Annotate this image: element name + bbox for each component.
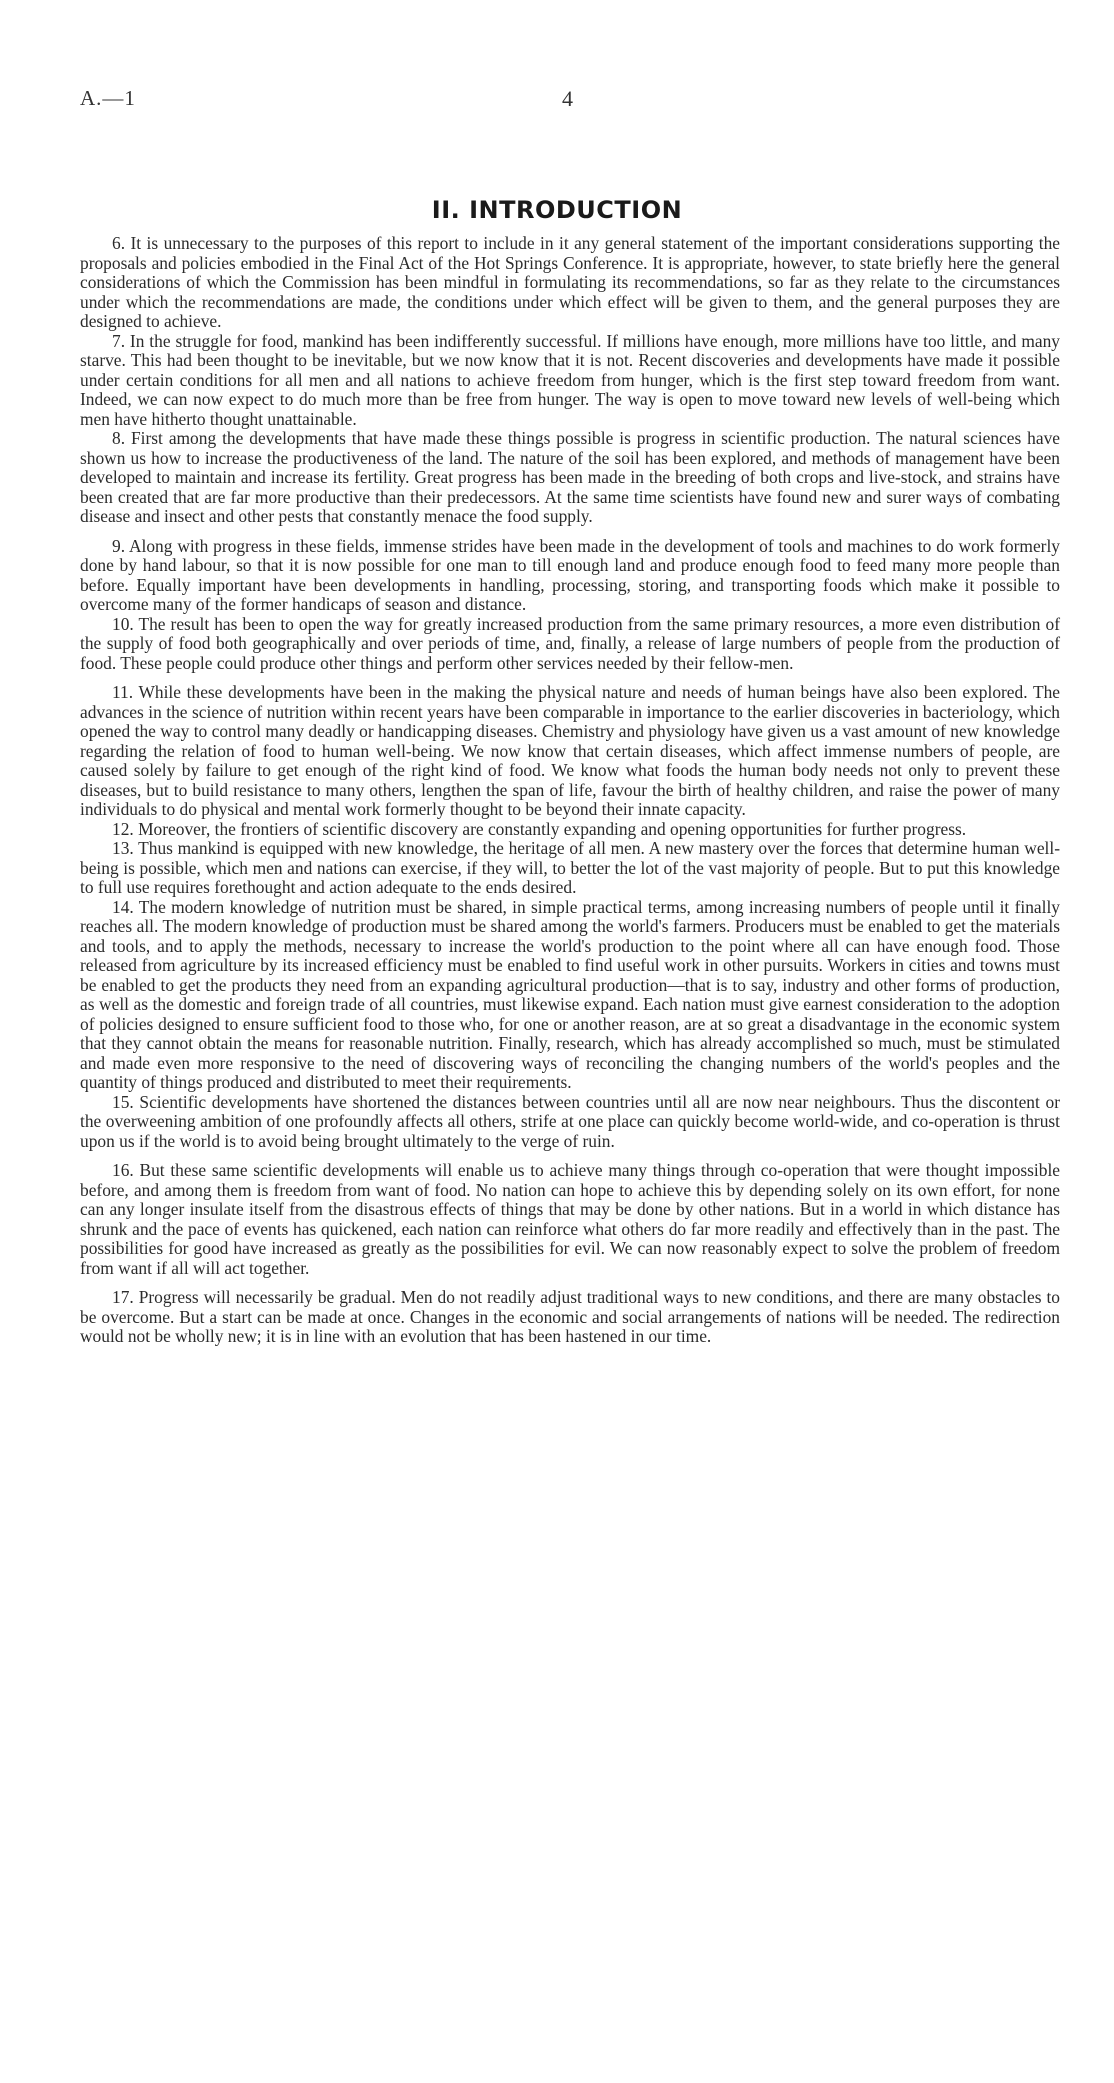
paragraph: 10. The result has been to open the way for greatly increased production from the same primary resources, a more even distribution of the supply of food both geographically and over periods of time, and, finally, a release of large numbers of people from the production of food. These people could produce other things and perform other services needed by their fellow-men.	[80, 613, 1060, 673]
paragraph: 13. Thus mankind is equipped with new knowledge, the heritage of all men. A new mastery over the forces that determine human well-being is possible, which men and nations can exercise, if they will, to better the lot of the vast majority of people. But to put this knowledge to full use requires forethought and action adequate to the ends desired.	[80, 838, 1060, 897]
page-header	[80, 86, 1060, 116]
section-title: II. INTRODUCTION	[431, 196, 683, 224]
paragraph: 17. Progress will necessarily be gradual. Men do not readily adjust traditional ways to new conditions, and there are many obstacles to be overcome. But a start can be made at once. Changes in the economic and social arrangements of nations will be needed. The redirection would not be wholly new; it is in line with an evolution that has been hastened in our time.	[80, 1287, 1060, 1346]
paragraph: 6. It is unnecessary to the purposes of this report to include in it any general statement of the important considerations supporting the proposals and policies embodied in the Final Act of the Hot Springs Conference. It is appropriate, however, to state briefly here the general considerations of which the Commission has been mindful in formulating its recommendations, so far as they relate to the circumstances under which the recommendations are made, the conditions under which effect will be given to them, and the general purposes they are designed to achieve.	[80, 233, 1060, 331]
paragraph: 11. While these developments have been in the making the physical nature and needs of human beings have also been explored. The advances in the science of nutrition within recent years have been comparable in importance to the earlier discoveries in bacteriology, which opened the way to control many deadly or handicapping diseases. Chemistry and physiology have given us a vast amount of new knowledge regarding the relation of food to human well-being. We now know that certain diseases, which affect immense numbers of people, are caused solely by failure to get enough of the right kind of food. We know what foods the human body needs not only to prevent these diseases, but to build resistance to many others, lengthen the span of life, favour the birth of healthy children, and raise the power of many individuals to do physical and mental work formerly thought to be beyond their innate capacity.	[80, 682, 1060, 819]
paragraph: 7. In the struggle for food, mankind has been indifferently successful. If millions have enough, more millions have too little, and many starve. This had been thought to be inevitable, but we now know that it is not. Recent discoveries and developments have made it possible under certain conditions for all men and all nations to achieve freedom from hunger, which is the first step toward freedom from want. Indeed, we can now expect to do much more than be free from hunger. The way is open to move toward new levels of well-being which men have hitherto thought unattainable.	[80, 330, 1060, 429]
paragraph: 12. Moreover, the frontiers of scientific discovery are constantly expanding and opening opportunities for further progress.	[112, 818, 967, 839]
body-text	[80, 234, 1060, 1347]
paragraph: 8. First among the developments that have made these things possible is progress in scientific production. The natural sciences have shown us how to increase the productiveness of the land. The nature of the soil has been explored, and methods of management have been developed to maintain and increase its fertility. Great progress has been made in the breeding of both crops and live-stock, and strains have been created that are far more productive than their predecessors. At the same time scientists have found new and surer ways of combating disease and insect and other pests that constantly menace the food supply.	[80, 428, 1060, 526]
paragraph: 14. The modern knowledge of nutrition must be shared, in simple practical terms, among increasing numbers of people until it finally reaches all. The modern knowledge of production must be shared among the world's farmers. Producers must be enabled to get the materials and tools, and to apply the methods, necessary to increase the world's production to the point where all can have enough food. Those released from agriculture by its increased efficiency must be enabled to find useful work in other pursuits. Workers in cities and towns must be enabled to get the products they need from an expanding agricultural production—that is to say, industry and other forms of production, as well as the domestic and foreign trade of all countries, must likewise expand. Each nation must give earnest consideration to the adoption of policies designed to ensure sufficient food to those who, for one or another reason, are at so great a disadvantage in the economic system that they cannot obtain the means for reasonable nutrition. Finally, research, which has already accomplished so much, must be stimulated and made even more responsive to the need of discovering ways of reconciling the changing numbers of the world's peoples and the quantity of things produced and distributed to meet their requirements.	[80, 896, 1060, 1092]
paragraph: 9. Along with progress in these fields, immense strides have been made in the development of tools and machines to do work formerly done by hand labour, so that it is now possible for one man to till enough land and produce enough food to feed many more people than before. Equally important have been developments in handling, processing, storing, and transporting foods which make it possible to overcome many of the former handicaps of season and distance.	[80, 535, 1060, 614]
paragraph: 16. But these same scientific developments will enable us to achieve many things through co-operation that were thought impossible before, and among them is freedom from want of food. No nation can hope to achieve this by depending solely on its own effort, for none can any longer insulate itself from the disastrous effects of things that may be done by other nations. But in a world in which distance has shrunk and the pace of events has quickened, each nation can reinforce what others do far more readily and effectively than in the past. The possibilities for good have increased as greatly as the possibilities for evil. We can now reasonably expect to solve the problem of freedom from want if all will act together.	[80, 1160, 1060, 1278]
paragraph: 15. Scientific developments have shortened the distances between countries until all are now near neighbours. Thus the discontent or the overweening ambition of one profoundly affects all others, strife at one place can quickly become world-wide, and co-operation is thrust upon us if the world is to avoid being brought ultimately to the verge of ruin.	[80, 1091, 1060, 1151]
page-number: 4	[562, 86, 573, 111]
page-reference: A.—1	[80, 86, 136, 110]
